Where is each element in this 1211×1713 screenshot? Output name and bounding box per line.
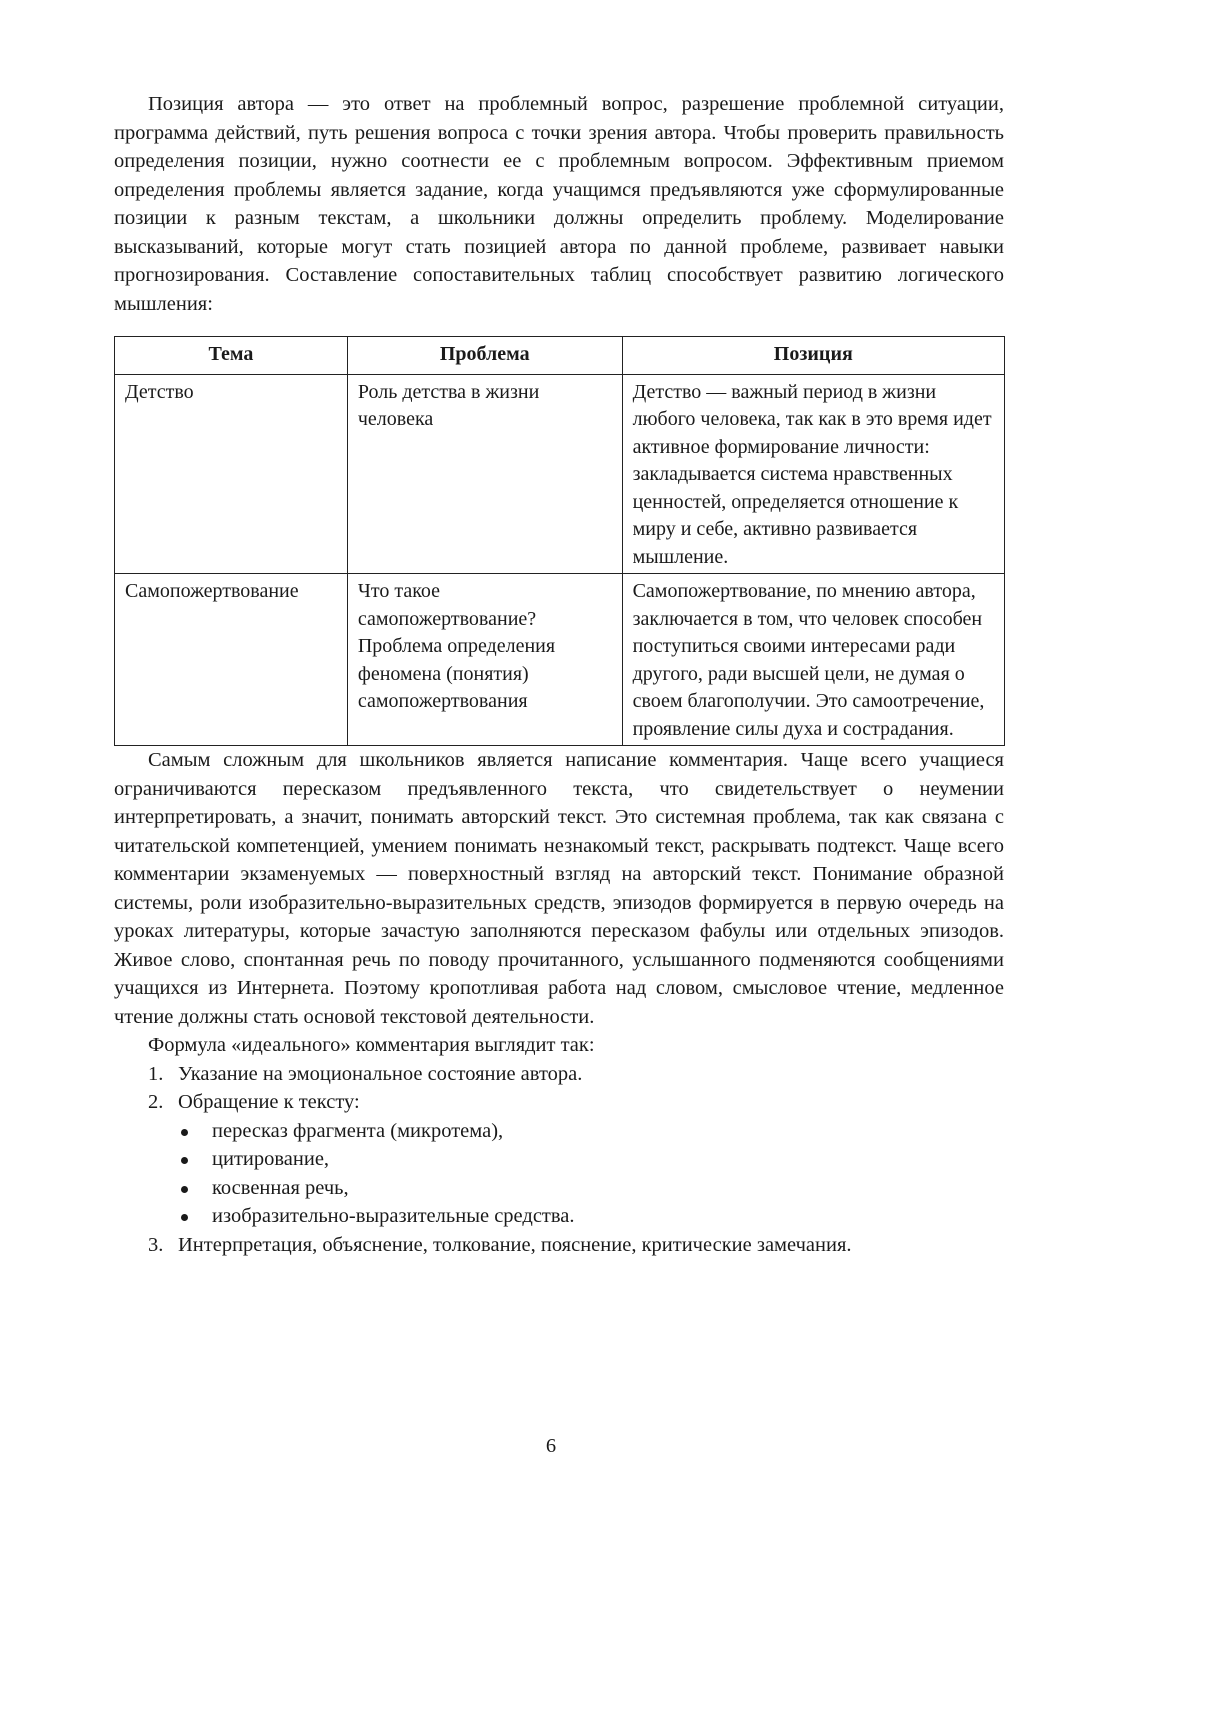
- intro-paragraph: Позиция автора — это ответ на проблемный вопрос, разрешение проблемной ситуации, программа действий, путь решения вопроса с точки зрения автора. Чтобы проверить правильность определения позиции, нужно соотнести ее с проблемным вопросом. Эффективным приемом определения проблемы является задание, когда учащимся предъявляются уже сформулированные позиции к разным текстам, а школьники должны определить проблему. Моделирование высказываний, которые могут стать позицией автора по данной проблеме, развивает навыки прогнозирования. Составление сопоставительных таблиц способствует развитию логического мышления:: [114, 93, 1004, 315]
- table-row: [115, 374, 1005, 574]
- cell-position: Детство — важный период в жизни любого человека, так как в это время идет активное формирование личности: закладывается система нравственных ценностей, определяется отношение к миру и себе, активно развивается мышление.: [622, 374, 1004, 574]
- cell-problem: Что такое самопожертвование? Проблема определения феномена (понятия) самопожертвования: [347, 574, 622, 746]
- commentary-paragraph: Самым сложным для школьников является написание комментария. Чаще всего учащиеся ограничиваются пересказом предъявленного текста, что свидетельствует о неумении интерпретировать, а значит, понимать авторский текст. Это системная проблема, так как связана с читательской компетенцией, умением понимать незнакомый текст, раскрывать подтекст. Чаще всего комментарии экзаменуемых — поверхностный взгляд на авторский текст. Понимание образной системы, роли изобразительно-выразительных средств, эпизодов формируется в первую очередь на уроках литературы, которые зачастую заполняются пересказом фабулы или отдельных эпизодов. Живое слово, спонтанная речь по поводу прочитанного, услышанного подменяются сообщениями учащихся из Интернета. Поэтому кропотливая работа над словом, смысловое чтение, медленное чтение должны стать основой текстовой деятельности.: [114, 749, 1004, 1028]
- header-position: Позиция: [622, 337, 1004, 375]
- page-content: [114, 90, 1004, 1259]
- formula-steps-list: [114, 1060, 1004, 1260]
- bullet-item: пересказ фрагмента (микротема),: [178, 1117, 1004, 1146]
- sub-bullet-list: [178, 1117, 1004, 1231]
- page-number: 6: [545, 1435, 557, 1457]
- step-number: 1.: [148, 1062, 164, 1085]
- bullet-item: цитирование,: [178, 1145, 1004, 1174]
- list-item: [114, 1060, 1004, 1089]
- step-text: Обращение к тексту:: [178, 1091, 360, 1113]
- topic-problem-position-table: [114, 336, 1005, 746]
- bullet-item: изобразительно-выразительные средства.: [178, 1202, 1004, 1231]
- formula-intro: Формула «идеального» комментария выглядит так:: [148, 1034, 595, 1056]
- header-problem: Проблема: [347, 337, 622, 375]
- list-item: [114, 1088, 1004, 1231]
- step-number: 2.: [148, 1091, 164, 1113]
- bullet-item: косвенная речь,: [178, 1174, 1004, 1203]
- table-header-row: [115, 337, 1005, 375]
- cell-position: Самопожертвование, по мнению автора, заключается в том, что человек способен поступиться своими интересами ради другого, ради высшей цели, не думая о своем благополучии. Это самоотречение, проявление силы духа и сострадания.: [622, 574, 1004, 746]
- step-number: 3.: [148, 1233, 164, 1256]
- step-text: Интерпретация, объяснение, толкование, пояснение, критические замечания.: [178, 1233, 852, 1256]
- list-item: [114, 1231, 1004, 1260]
- table-row: [115, 574, 1005, 746]
- cell-theme: Самопожертвование: [115, 574, 348, 746]
- header-theme: Тема: [115, 337, 348, 375]
- cell-theme: Детство: [115, 374, 348, 574]
- step-text: Указание на эмоциональное состояние автора.: [178, 1062, 583, 1085]
- cell-problem: Роль детства в жизни человека: [347, 374, 622, 574]
